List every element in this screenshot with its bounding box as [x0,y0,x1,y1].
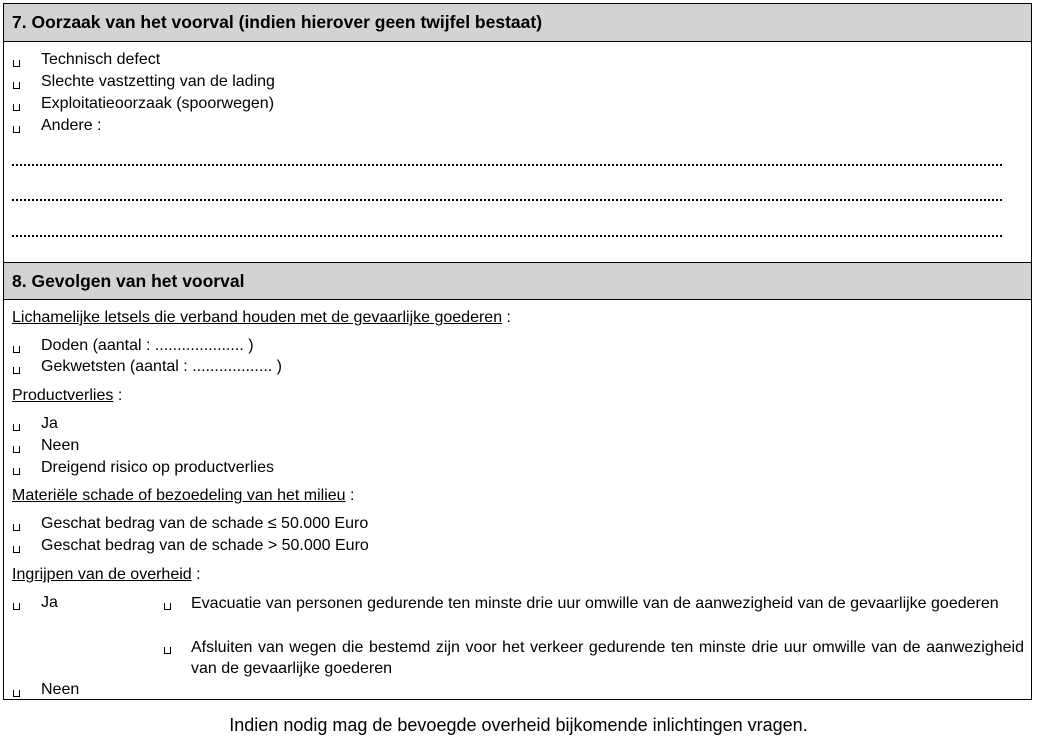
option-slechte-vastzetting: Slechte vastzetting van de lading [41,73,275,90]
checkbox-evacuatie[interactable] [164,603,171,610]
checkbox-product-ja[interactable] [13,424,20,431]
section-7-title: 7. Oorzaak van het voorval (indien hierover geen twijfel bestaat) [12,12,543,32]
injuries-suffix: : [506,309,511,326]
intervention-heading-row [12,566,201,584]
product-loss-heading: Productverlies [12,387,114,404]
andere-fill-line-1[interactable] [12,164,1002,166]
checkbox-product-neen[interactable] [13,446,20,453]
checkbox-slechte-vastzetting[interactable] [13,82,20,89]
footer-note: Indien nodig mag de bevoegde overheid bijkomende inlichtingen vragen. [229,715,808,735]
andere-fill-line-3[interactable] [12,235,1002,237]
checkbox-gekwetsten[interactable] [13,367,20,374]
checkbox-dreigend-risico[interactable] [13,468,20,475]
option-doden: Doden (aantal : .................... ) [41,337,254,354]
section-8-title: 8. Gevolgen van het voorval [12,270,245,291]
option-schade-laag: Geschat bedrag van de schade ≤ 50.000 Euro [41,515,369,532]
checkbox-afsluiten-wegen[interactable] [164,647,171,654]
option-gekwetsten: Gekwetsten (aantal : .................. ) [41,358,282,375]
injuries-heading-row [12,309,511,327]
option-dreigend-risico: Dreigend risico op productverlies [41,459,274,476]
checkbox-overheid-neen[interactable] [13,690,20,697]
checkbox-overheid-ja[interactable] [13,603,20,610]
checkbox-schade-hoog[interactable] [13,546,20,553]
option-technisch-defect: Technisch defect [41,51,161,68]
form-frame [3,3,1032,700]
option-schade-hoog: Geschat bedrag van de schade > 50.000 Euro [41,537,369,554]
intervention-heading: Ingrijpen van de overheid [12,566,192,583]
damage-heading-row [12,487,354,505]
product-loss-suffix: : [117,387,123,404]
damage-heading: Materiële schade of bezoedeling van het milieu [12,487,346,504]
injuries-heading: Lichamelijke letsels die verband houden met de gevaarlijke goederen [12,309,503,326]
andere-fill-line-2[interactable] [12,199,1002,201]
option-overheid-neen: Neen [41,681,80,698]
checkbox-doden[interactable] [13,346,20,353]
checkbox-technisch-defect[interactable] [13,60,20,67]
checkbox-schade-laag[interactable] [13,524,20,531]
option-afsluiten-wegen: Afsluiten van wegen die bestemd zijn voor het verkeer gedurende ten minste drie uur omwille van de aanwezigheid van de gevaarlijke goederen [191,639,1024,677]
option-product-ja: Ja [41,415,58,432]
section-8-header [4,262,1031,300]
option-overheid-ja: Ja [41,594,58,611]
checkbox-exploitatieoorzaak[interactable] [13,104,20,111]
section-7-header [4,4,1031,42]
checkbox-andere[interactable] [13,126,20,133]
intervention-suffix: : [196,566,201,583]
option-evacuatie: Evacuatie van personen gedurende ten minste drie uur omwille van de aanwezigheid van de gevaarlijke goederen [191,595,999,612]
damage-suffix: : [350,487,355,504]
option-exploitatieoorzaak: Exploitatieoorzaak (spoorwegen) [41,95,275,112]
option-andere: Andere : [41,117,102,134]
product-loss-heading-row [12,387,122,405]
option-product-neen: Neen [41,437,80,454]
